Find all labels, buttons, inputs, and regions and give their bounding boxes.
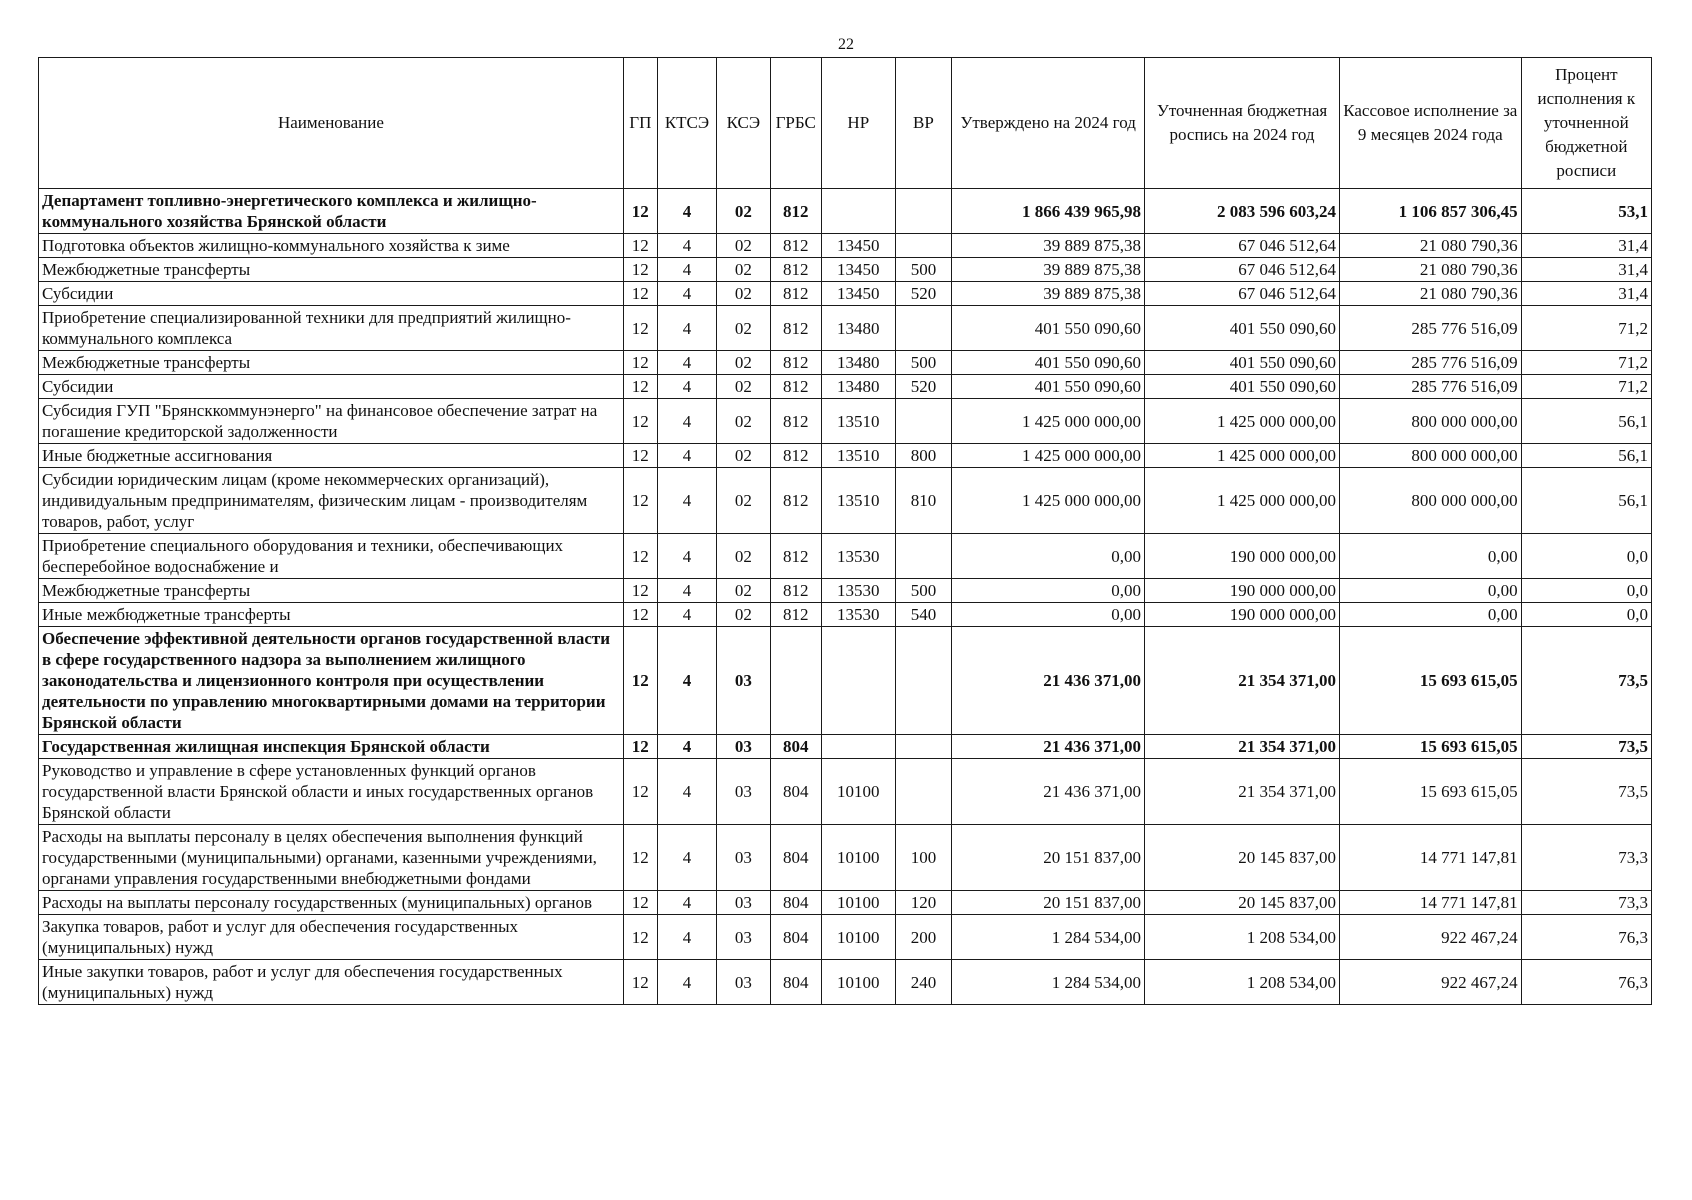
cell-cash: 800 000 000,00	[1340, 468, 1522, 534]
cell-ktse: 4	[657, 915, 717, 960]
cell-grbs: 812	[770, 399, 821, 444]
cell-gp: 12	[623, 234, 657, 258]
cell-approved: 401 550 090,60	[952, 306, 1145, 351]
cell-approved: 20 151 837,00	[952, 891, 1145, 915]
cell-vr: 520	[895, 375, 951, 399]
cell-vr: 500	[895, 258, 951, 282]
cell-kse: 02	[717, 306, 770, 351]
cell-nr: 13480	[821, 306, 895, 351]
table-row	[39, 915, 1652, 960]
cell-ktse: 4	[657, 282, 717, 306]
cell-cash: 285 776 516,09	[1340, 375, 1522, 399]
cell-vr: 100	[895, 825, 951, 891]
cell-gp: 12	[623, 375, 657, 399]
cell-vr: 240	[895, 960, 951, 1005]
col-header-gp: ГП	[623, 58, 657, 189]
cell-ktse: 4	[657, 759, 717, 825]
cell-nr: 10100	[821, 759, 895, 825]
cell-nr: 13450	[821, 234, 895, 258]
cell-vr: 200	[895, 915, 951, 960]
cell-percent: 0,0	[1521, 579, 1651, 603]
cell-kse: 03	[717, 960, 770, 1005]
cell-percent: 53,1	[1521, 189, 1651, 234]
cell-gp: 12	[623, 759, 657, 825]
table-row	[39, 534, 1652, 579]
cell-refined: 20 145 837,00	[1145, 891, 1340, 915]
cell-name: Расходы на выплаты персоналу в целях обеспечения выполнения функций государственными (муниципальными) органами, казенными учреждениями, органами управления государственными внебюджетными фондами	[39, 825, 624, 891]
cell-percent: 0,0	[1521, 603, 1651, 627]
cell-approved: 39 889 875,38	[952, 258, 1145, 282]
cell-percent: 73,5	[1521, 759, 1651, 825]
cell-vr: 120	[895, 891, 951, 915]
cell-grbs: 812	[770, 306, 821, 351]
cell-gp: 12	[623, 351, 657, 375]
cell-name: Приобретение специального оборудования и техники, обеспечивающих бесперебойное водоснабжение и	[39, 534, 624, 579]
col-header-vr: ВР	[895, 58, 951, 189]
cell-refined: 1 208 534,00	[1145, 960, 1340, 1005]
cell-cash: 0,00	[1340, 579, 1522, 603]
cell-refined: 21 354 371,00	[1145, 627, 1340, 735]
cell-approved: 21 436 371,00	[952, 759, 1145, 825]
table-row	[39, 759, 1652, 825]
cell-cash: 14 771 147,81	[1340, 891, 1522, 915]
cell-vr: 500	[895, 579, 951, 603]
cell-percent: 76,3	[1521, 915, 1651, 960]
cell-ktse: 4	[657, 444, 717, 468]
col-header-refined: Уточненная бюджетная роспись на 2024 год	[1145, 58, 1340, 189]
cell-gp: 12	[623, 627, 657, 735]
table-row	[39, 282, 1652, 306]
cell-gp: 12	[623, 189, 657, 234]
cell-kse: 02	[717, 351, 770, 375]
cell-approved: 39 889 875,38	[952, 234, 1145, 258]
cell-nr: 10100	[821, 825, 895, 891]
cell-kse: 02	[717, 399, 770, 444]
cell-kse: 03	[717, 759, 770, 825]
header-row	[39, 58, 1652, 189]
cell-grbs: 804	[770, 891, 821, 915]
cell-percent: 56,1	[1521, 399, 1651, 444]
cell-gp: 12	[623, 282, 657, 306]
cell-approved: 1 425 000 000,00	[952, 468, 1145, 534]
cell-ktse: 4	[657, 603, 717, 627]
table-body	[39, 189, 1652, 1005]
cell-kse: 02	[717, 579, 770, 603]
cell-refined: 67 046 512,64	[1145, 234, 1340, 258]
cell-percent: 71,2	[1521, 375, 1651, 399]
cell-ktse: 4	[657, 306, 717, 351]
cell-gp: 12	[623, 735, 657, 759]
cell-approved: 0,00	[952, 534, 1145, 579]
cell-approved: 0,00	[952, 603, 1145, 627]
cell-percent: 76,3	[1521, 960, 1651, 1005]
cell-grbs: 804	[770, 915, 821, 960]
cell-ktse: 4	[657, 351, 717, 375]
cell-ktse: 4	[657, 534, 717, 579]
cell-vr	[895, 627, 951, 735]
cell-gp: 12	[623, 399, 657, 444]
cell-cash: 15 693 615,05	[1340, 627, 1522, 735]
cell-nr: 13480	[821, 375, 895, 399]
cell-name: Межбюджетные трансферты	[39, 351, 624, 375]
table-row	[39, 891, 1652, 915]
cell-refined: 20 145 837,00	[1145, 825, 1340, 891]
cell-ktse: 4	[657, 627, 717, 735]
cell-name: Иные межбюджетные трансферты	[39, 603, 624, 627]
cell-name: Закупка товаров, работ и услуг для обеспечения государственных (муниципальных) нужд	[39, 915, 624, 960]
cell-percent: 56,1	[1521, 444, 1651, 468]
col-header-approved: Утверждено на 2024 год	[952, 58, 1145, 189]
page-number: 22	[838, 36, 854, 53]
cell-approved: 0,00	[952, 579, 1145, 603]
cell-name: Иные закупки товаров, работ и услуг для обеспечения государственных (муниципальных) нужд	[39, 960, 624, 1005]
cell-grbs: 812	[770, 375, 821, 399]
col-header-ktse: КТСЭ	[657, 58, 717, 189]
table-row	[39, 189, 1652, 234]
cell-gp: 12	[623, 825, 657, 891]
cell-refined: 67 046 512,64	[1145, 282, 1340, 306]
cell-cash: 21 080 790,36	[1340, 282, 1522, 306]
cell-vr	[895, 306, 951, 351]
cell-ktse: 4	[657, 234, 717, 258]
cell-nr: 13510	[821, 444, 895, 468]
cell-cash: 15 693 615,05	[1340, 735, 1522, 759]
cell-ktse: 4	[657, 735, 717, 759]
cell-refined: 190 000 000,00	[1145, 579, 1340, 603]
cell-refined: 190 000 000,00	[1145, 603, 1340, 627]
table-row	[39, 735, 1652, 759]
cell-cash: 285 776 516,09	[1340, 351, 1522, 375]
cell-grbs: 812	[770, 444, 821, 468]
cell-gp: 12	[623, 534, 657, 579]
cell-grbs: 812	[770, 282, 821, 306]
cell-kse: 02	[717, 189, 770, 234]
cell-name: Субсидии юридическим лицам (кроме некоммерческих организаций), индивидуальным предпринимателям, физическим лицам - производителям товаров, работ, услуг	[39, 468, 624, 534]
col-header-name: Наименование	[39, 58, 624, 189]
cell-name: Подготовка объектов жилищно-коммунального хозяйства к зиме	[39, 234, 624, 258]
table-row	[39, 825, 1652, 891]
cell-gp: 12	[623, 306, 657, 351]
cell-grbs: 804	[770, 960, 821, 1005]
cell-grbs: 812	[770, 579, 821, 603]
budget-table	[38, 57, 1652, 1005]
cell-percent: 73,5	[1521, 735, 1651, 759]
cell-name: Государственная жилищная инспекция Брянской области	[39, 735, 624, 759]
cell-cash: 0,00	[1340, 534, 1522, 579]
cell-vr	[895, 534, 951, 579]
cell-gp: 12	[623, 960, 657, 1005]
cell-vr	[895, 399, 951, 444]
cell-nr: 13510	[821, 468, 895, 534]
cell-percent: 71,2	[1521, 351, 1651, 375]
cell-kse: 02	[717, 234, 770, 258]
cell-vr: 500	[895, 351, 951, 375]
cell-kse: 02	[717, 468, 770, 534]
cell-refined: 401 550 090,60	[1145, 351, 1340, 375]
cell-approved: 21 436 371,00	[952, 627, 1145, 735]
cell-gp: 12	[623, 603, 657, 627]
cell-vr	[895, 189, 951, 234]
cell-nr: 10100	[821, 891, 895, 915]
cell-kse: 03	[717, 735, 770, 759]
cell-approved: 1 425 000 000,00	[952, 444, 1145, 468]
cell-gp: 12	[623, 258, 657, 282]
cell-nr: 13530	[821, 579, 895, 603]
cell-percent: 71,2	[1521, 306, 1651, 351]
cell-percent: 73,5	[1521, 627, 1651, 735]
cell-grbs: 812	[770, 534, 821, 579]
cell-refined: 401 550 090,60	[1145, 375, 1340, 399]
cell-grbs: 812	[770, 603, 821, 627]
table-row	[39, 306, 1652, 351]
cell-approved: 401 550 090,60	[952, 375, 1145, 399]
cell-cash: 15 693 615,05	[1340, 759, 1522, 825]
cell-approved: 1 284 534,00	[952, 960, 1145, 1005]
cell-vr: 810	[895, 468, 951, 534]
cell-cash: 21 080 790,36	[1340, 258, 1522, 282]
cell-cash: 922 467,24	[1340, 960, 1522, 1005]
cell-refined: 1 425 000 000,00	[1145, 399, 1340, 444]
cell-vr: 800	[895, 444, 951, 468]
cell-nr: 13480	[821, 351, 895, 375]
cell-refined: 1 425 000 000,00	[1145, 468, 1340, 534]
cell-ktse: 4	[657, 579, 717, 603]
cell-kse: 02	[717, 603, 770, 627]
cell-gp: 12	[623, 444, 657, 468]
cell-name: Межбюджетные трансферты	[39, 258, 624, 282]
cell-name: Обеспечение эффективной деятельности органов государственной власти в сфере государственного надзора за выполнением жилищного законодательства и лицензионного контроля при осуществлении деятельности по управлению многоквартирными домами на территории Брянской области	[39, 627, 624, 735]
cell-refined: 2 083 596 603,24	[1145, 189, 1340, 234]
cell-grbs: 804	[770, 825, 821, 891]
cell-kse: 02	[717, 534, 770, 579]
cell-grbs: 812	[770, 234, 821, 258]
cell-approved: 1 284 534,00	[952, 915, 1145, 960]
cell-refined: 21 354 371,00	[1145, 735, 1340, 759]
cell-name: Межбюджетные трансферты	[39, 579, 624, 603]
cell-kse: 03	[717, 915, 770, 960]
cell-percent: 31,4	[1521, 234, 1651, 258]
cell-refined: 21 354 371,00	[1145, 759, 1340, 825]
cell-percent: 0,0	[1521, 534, 1651, 579]
cell-cash: 0,00	[1340, 603, 1522, 627]
cell-vr	[895, 234, 951, 258]
cell-nr: 10100	[821, 960, 895, 1005]
col-header-grbs: ГРБС	[770, 58, 821, 189]
cell-ktse: 4	[657, 189, 717, 234]
cell-cash: 14 771 147,81	[1340, 825, 1522, 891]
cell-nr	[821, 189, 895, 234]
table-row	[39, 258, 1652, 282]
cell-kse: 02	[717, 282, 770, 306]
cell-vr: 520	[895, 282, 951, 306]
cell-name: Руководство и управление в сфере установленных функций органов государственной власти Брянской области и иных государственных органов Брянской области	[39, 759, 624, 825]
cell-ktse: 4	[657, 399, 717, 444]
cell-ktse: 4	[657, 825, 717, 891]
table-row	[39, 234, 1652, 258]
table-row	[39, 444, 1652, 468]
col-header-cash: Кассовое исполнение за 9 месяцев 2024 года	[1340, 58, 1522, 189]
cell-nr: 13530	[821, 603, 895, 627]
cell-vr	[895, 735, 951, 759]
cell-name: Расходы на выплаты персоналу государственных (муниципальных) органов	[39, 891, 624, 915]
cell-cash: 800 000 000,00	[1340, 444, 1522, 468]
cell-nr: 13450	[821, 282, 895, 306]
table-row	[39, 627, 1652, 735]
cell-cash: 21 080 790,36	[1340, 234, 1522, 258]
cell-name: Субсидии	[39, 282, 624, 306]
cell-percent: 31,4	[1521, 258, 1651, 282]
cell-kse: 03	[717, 627, 770, 735]
table-row	[39, 399, 1652, 444]
cell-gp: 12	[623, 891, 657, 915]
cell-refined: 1 208 534,00	[1145, 915, 1340, 960]
col-header-percent: Процент исполнения к уточненной бюджетной росписи	[1521, 58, 1651, 189]
cell-refined: 401 550 090,60	[1145, 306, 1340, 351]
cell-approved: 1 866 439 965,98	[952, 189, 1145, 234]
cell-ktse: 4	[657, 891, 717, 915]
table-row	[39, 960, 1652, 1005]
cell-name: Субсидии	[39, 375, 624, 399]
cell-approved: 401 550 090,60	[952, 351, 1145, 375]
cell-gp: 12	[623, 579, 657, 603]
cell-nr	[821, 735, 895, 759]
table-row	[39, 579, 1652, 603]
cell-nr: 13510	[821, 399, 895, 444]
cell-approved: 20 151 837,00	[952, 825, 1145, 891]
cell-kse: 03	[717, 825, 770, 891]
table-row	[39, 468, 1652, 534]
cell-name: Субсидия ГУП "Брянсккоммунэнерго" на финансовое обеспечение затрат на погашение кредиторской задолженности	[39, 399, 624, 444]
cell-percent: 73,3	[1521, 825, 1651, 891]
cell-ktse: 4	[657, 375, 717, 399]
cell-gp: 12	[623, 915, 657, 960]
cell-percent: 31,4	[1521, 282, 1651, 306]
col-header-nr: НР	[821, 58, 895, 189]
cell-refined: 67 046 512,64	[1145, 258, 1340, 282]
cell-ktse: 4	[657, 960, 717, 1005]
cell-gp: 12	[623, 468, 657, 534]
table-row	[39, 375, 1652, 399]
cell-grbs: 812	[770, 351, 821, 375]
cell-nr	[821, 627, 895, 735]
col-header-kse: КСЭ	[717, 58, 770, 189]
cell-grbs: 812	[770, 189, 821, 234]
cell-vr	[895, 759, 951, 825]
cell-kse: 02	[717, 375, 770, 399]
cell-cash: 1 106 857 306,45	[1340, 189, 1522, 234]
cell-approved: 21 436 371,00	[952, 735, 1145, 759]
table-row	[39, 351, 1652, 375]
cell-name: Иные бюджетные ассигнования	[39, 444, 624, 468]
cell-refined: 1 425 000 000,00	[1145, 444, 1340, 468]
cell-kse: 02	[717, 444, 770, 468]
cell-cash: 285 776 516,09	[1340, 306, 1522, 351]
cell-ktse: 4	[657, 468, 717, 534]
cell-percent: 56,1	[1521, 468, 1651, 534]
cell-kse: 02	[717, 258, 770, 282]
cell-ktse: 4	[657, 258, 717, 282]
cell-cash: 922 467,24	[1340, 915, 1522, 960]
table-row	[39, 603, 1652, 627]
cell-nr: 10100	[821, 915, 895, 960]
cell-grbs	[770, 627, 821, 735]
cell-nr: 13450	[821, 258, 895, 282]
cell-nr: 13530	[821, 534, 895, 579]
cell-approved: 39 889 875,38	[952, 282, 1145, 306]
cell-cash: 800 000 000,00	[1340, 399, 1522, 444]
cell-refined: 190 000 000,00	[1145, 534, 1340, 579]
cell-percent: 73,3	[1521, 891, 1651, 915]
cell-grbs: 804	[770, 735, 821, 759]
cell-grbs: 812	[770, 468, 821, 534]
cell-grbs: 812	[770, 258, 821, 282]
cell-name: Приобретение специализированной техники для предприятий жилищно-коммунального комплекса	[39, 306, 624, 351]
cell-grbs: 804	[770, 759, 821, 825]
cell-approved: 1 425 000 000,00	[952, 399, 1145, 444]
cell-vr: 540	[895, 603, 951, 627]
cell-name: Департамент топливно-энергетического комплекса и жилищно-коммунального хозяйства Брянской области	[39, 189, 624, 234]
cell-kse: 03	[717, 891, 770, 915]
